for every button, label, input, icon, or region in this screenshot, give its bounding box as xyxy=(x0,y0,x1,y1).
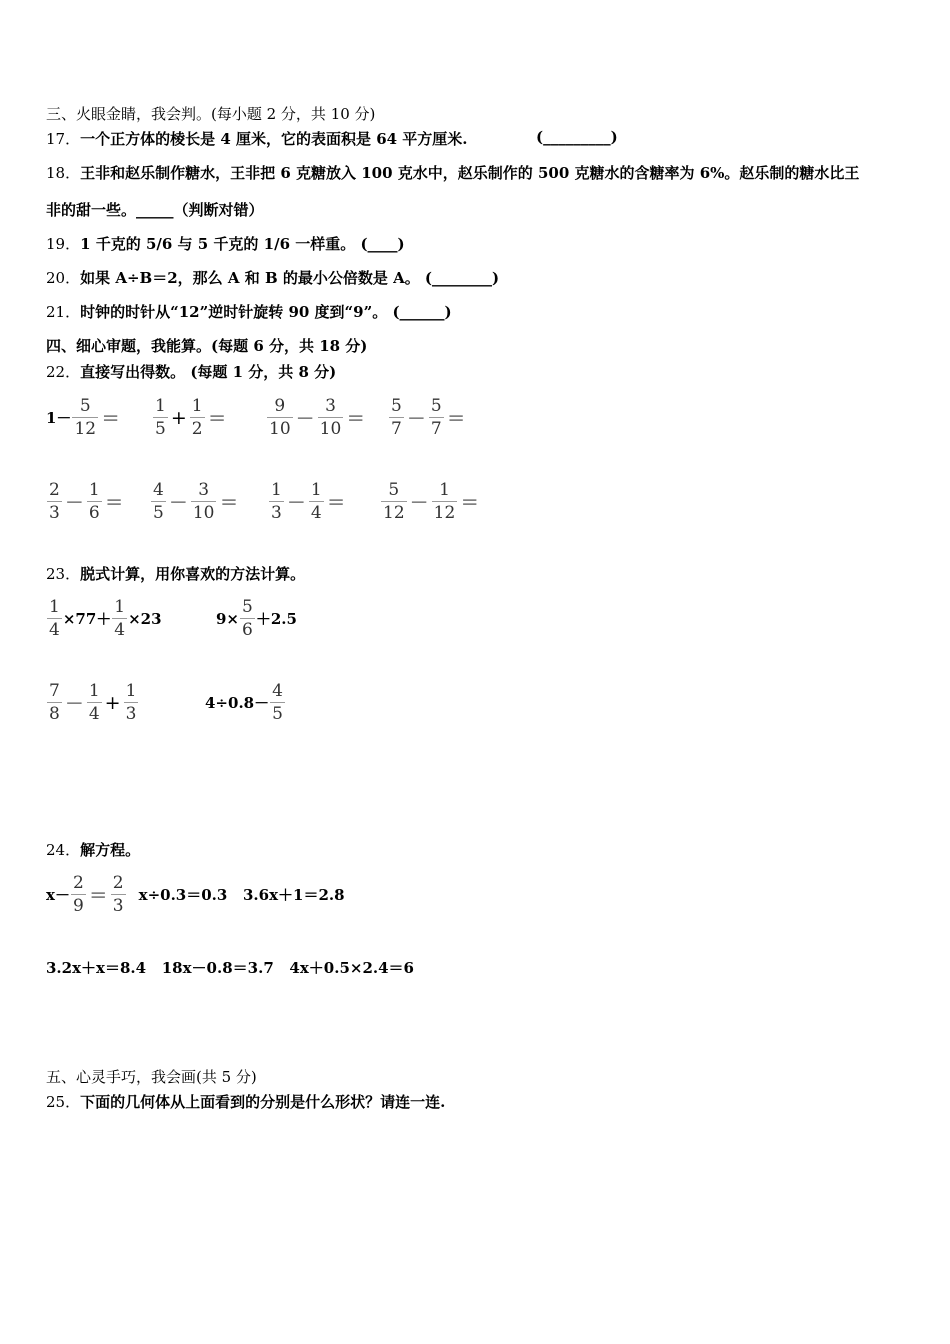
equals-sign: ＝ xyxy=(101,408,121,430)
section-4-title: 四、细心审题，我能算。(每题 6 分，共 18 分) xyxy=(46,337,368,355)
expression-lead: 9× xyxy=(216,609,240,628)
operator: － xyxy=(286,492,306,514)
expression xyxy=(266,396,367,439)
expression xyxy=(46,480,126,523)
section-5-title: 五、心灵手巧，我会画(共 5 分) xyxy=(46,1068,257,1086)
fraction: $\frac{1}{3}$ xyxy=(125,681,137,724)
fraction: $\frac{5}{6}$ xyxy=(242,597,253,640)
fraction: $\frac{3}{10}$ xyxy=(319,396,342,439)
expression xyxy=(46,681,139,724)
operator: － xyxy=(168,492,188,514)
equals-sign: ＝ xyxy=(207,408,227,430)
equals-sign: ＝ xyxy=(460,492,480,514)
question-text: 王非和赵乐制作糖水，王非把 6 克糖放入 100 克水中，赵乐制作的 500 克糖水的含糖率为 6%。赵乐制的糖水比王 xyxy=(80,164,860,182)
question-19 xyxy=(46,233,405,254)
question-text: 解方程。 xyxy=(80,841,141,859)
question-text: 一个正方体的棱长是 4 厘米，它的表面积是 64 平方厘米. xyxy=(80,130,468,148)
fraction: $\frac{2}{3}$ xyxy=(112,873,124,916)
equals-sign: ＝ xyxy=(104,492,124,514)
fraction: $\frac{4}{5}$ xyxy=(272,681,283,724)
fraction: $\frac{1}{4}$ xyxy=(88,681,100,724)
equals-sign: ＝ xyxy=(88,885,108,907)
equals-sign: ＝ xyxy=(346,408,366,430)
question-text: 直接写出得数。 (每题 1 分，共 8 分) xyxy=(80,363,337,381)
expression-tail: ×23 xyxy=(128,609,162,628)
fraction: $\frac{2}{3}$ xyxy=(49,480,60,523)
expression xyxy=(388,396,468,439)
expression xyxy=(150,480,241,523)
question-number: 22． xyxy=(46,363,81,381)
question-18 xyxy=(46,162,859,183)
operator: － xyxy=(409,492,429,514)
operator: + xyxy=(170,406,187,429)
operator: + xyxy=(104,691,121,714)
expression xyxy=(380,480,481,523)
fraction: $\frac{1}{4}$ xyxy=(49,597,60,640)
fraction: $\frac{1}{6}$ xyxy=(88,480,100,523)
equation-row xyxy=(46,873,345,916)
question-text: 时钟的时针从“12”逆时针旋转 90 度到“9”。 (______) xyxy=(80,303,452,321)
fraction: $\frac{5}{12}$ xyxy=(383,480,405,523)
fraction: $\frac{7}{8}$ xyxy=(49,681,60,724)
section-3-title: 三、火眼金睛，我会判。(每小题 2 分，共 10 分) xyxy=(46,105,376,123)
fraction: $\frac{1}{5}$ xyxy=(155,396,166,439)
equals-sign: ＝ xyxy=(446,408,466,430)
question-20 xyxy=(46,267,499,288)
fraction: $\frac{1}{2}$ xyxy=(191,396,203,439)
question-25 xyxy=(46,1091,445,1112)
expression-lead: 1－ xyxy=(46,409,72,427)
fraction: $\frac{9}{10}$ xyxy=(269,396,291,439)
operator: － xyxy=(406,408,426,430)
expression xyxy=(46,396,122,439)
question-text: 下面的几何体从上面看到的分别是什么形状？请连一连. xyxy=(80,1093,446,1111)
question-text: 脱式计算，用你喜欢的方法计算。 xyxy=(80,565,306,583)
expression-tail: ＋2.5 xyxy=(255,610,297,628)
question-number: 23． xyxy=(46,565,81,583)
answer-blank[interactable]: (_________) xyxy=(536,128,618,146)
operator: － xyxy=(64,693,84,715)
question-17 xyxy=(46,128,468,149)
question-22 xyxy=(46,361,336,382)
fraction: $\frac{1}{12}$ xyxy=(433,480,456,523)
expression-lead: x－ xyxy=(46,886,70,904)
fraction: $\frac{1}{4}$ xyxy=(310,480,322,523)
question-number: 19． xyxy=(46,235,81,253)
fraction: $\frac{1}{3}$ xyxy=(271,480,282,523)
question-number: 24． xyxy=(46,841,81,859)
fraction: $\frac{4}{5}$ xyxy=(153,480,164,523)
fraction: $\frac{3}{10}$ xyxy=(192,480,215,523)
expression xyxy=(46,597,162,640)
expression xyxy=(216,597,297,640)
question-number: 20． xyxy=(46,269,81,287)
question-number: 21． xyxy=(46,303,81,321)
question-number: 25． xyxy=(46,1093,81,1111)
fraction: $\frac{2}{9}$ xyxy=(72,873,84,916)
expression xyxy=(268,480,348,523)
equals-sign: ＝ xyxy=(326,492,346,514)
fraction: $\frac{5}{7}$ xyxy=(391,396,402,439)
question-text: 1 千克的 5/6 与 5 千克的 1/6 一样重。 (____) xyxy=(80,235,405,253)
expression-lead: 4÷0.8－ xyxy=(205,694,270,712)
question-21 xyxy=(46,301,452,322)
operator: － xyxy=(64,492,84,514)
fraction: $\frac{1}{4}$ xyxy=(114,597,126,640)
question-text: 如果 A÷B＝2，那么 A 和 B 的最小公倍数是 A。 (________) xyxy=(80,269,500,287)
operator: － xyxy=(295,408,315,430)
expression xyxy=(205,681,286,724)
equation-row: 3.2x＋x＝8.4 18x－0.8＝3.7 4x＋0.5×2.4＝6 xyxy=(46,959,414,977)
expression xyxy=(152,396,229,439)
question-23 xyxy=(46,563,305,584)
question-18-continued: 非的甜一些。_____（判断对错） xyxy=(46,201,264,219)
equals-sign: ＝ xyxy=(219,492,239,514)
question-number: 18． xyxy=(46,164,81,182)
expression-tail: x÷0.3＝0.3 3.6x＋1＝2.8 xyxy=(138,886,345,904)
question-number: 17． xyxy=(46,130,81,148)
fraction: $\frac{5}{12}$ xyxy=(74,396,97,439)
fraction: $\frac{5}{7}$ xyxy=(430,396,442,439)
expression-mid: ×77＋ xyxy=(62,610,112,628)
question-24 xyxy=(46,839,140,860)
